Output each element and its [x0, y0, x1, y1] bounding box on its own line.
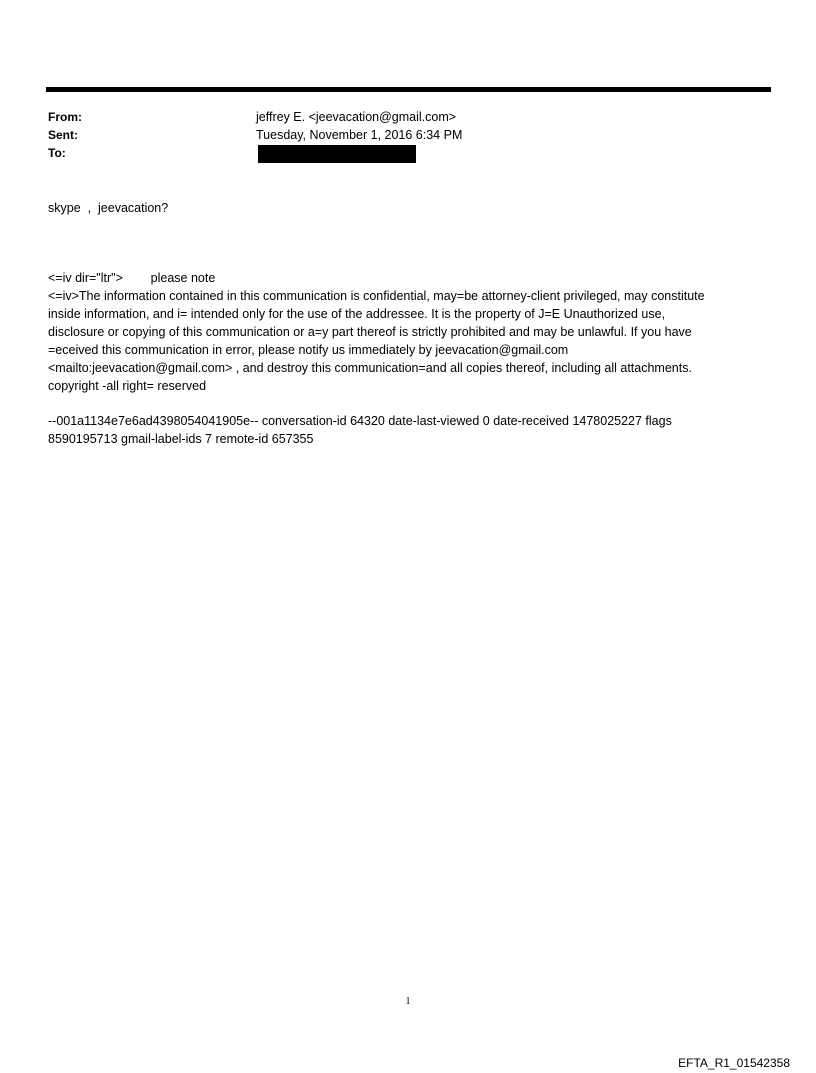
disclaimer-line-6: <mailto:jeevacation@gmail.com> , and destroy this communication=and all copies thereof, including all attachments.	[48, 361, 692, 375]
header-rule	[46, 87, 771, 92]
to-redaction	[258, 145, 416, 163]
disclaimer-line-2: <=iv>The information contained in this communication is confidential, may=be attorney-client privileged, may constitute	[48, 289, 705, 303]
to-label: To:	[48, 146, 66, 160]
metadata-line-2: 8590195713 gmail-label-ids 7 remote-id 657355	[48, 432, 314, 446]
document-id: EFTA_R1_01542358	[678, 1056, 790, 1070]
page-number: 1	[405, 996, 411, 1007]
message-line: skype , jeevacation?	[48, 201, 169, 215]
disclaimer-line-3: inside information, and i= intended only for the use of the addressee. It is the property of J=E Unauthorized use,	[48, 307, 666, 321]
disclaimer-line-7: copyright -all right= reserved	[48, 379, 207, 393]
disclaimer-line-4: disclosure or copying of this communication or a=y part thereof is strictly prohibited and may be unlawful. If you have	[48, 325, 692, 339]
from-label: From:	[48, 110, 82, 124]
from-value: jeffrey E. <jeevacation@gmail.com>	[256, 110, 457, 124]
sent-value: Tuesday, November 1, 2016 6:34 PM	[256, 128, 463, 142]
disclaimer-line-1: <=iv dir="ltr"> please note	[48, 271, 216, 285]
metadata-line-1: --001a1134e7e6ad4398054041905e-- conversation-id 64320 date-last-viewed 0 date-received 1478025227 flags	[48, 414, 672, 428]
disclaimer-line-5: =eceived this communication in error, please notify us immediately by jeevacation@gmail.com	[48, 343, 569, 357]
sent-label: Sent:	[48, 128, 78, 142]
